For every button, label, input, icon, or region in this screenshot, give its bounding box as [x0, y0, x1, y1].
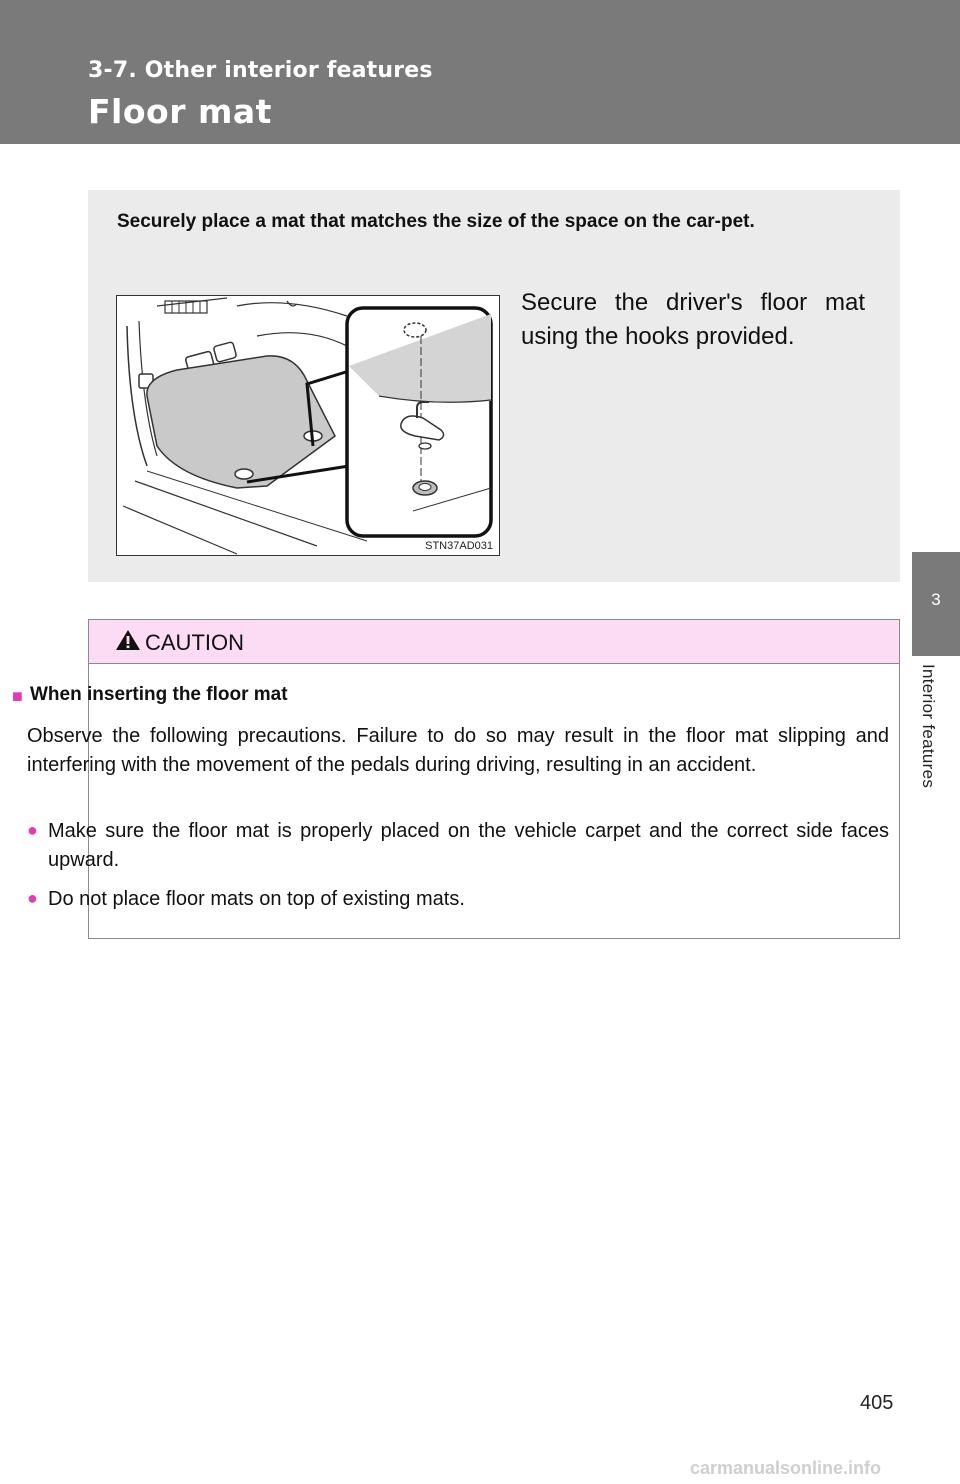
caution-body: Observe the following precautions. Failure to do so may result in the floor mat slipping and interfering with the movement of the pedals during driving, resulting in an accident.: [27, 725, 889, 776]
floor-mat-drawing: [117, 296, 501, 557]
figure-code: STN37AD031: [425, 540, 493, 552]
chapter-label: [912, 656, 960, 856]
chapter-tab[interactable]: [912, 552, 960, 656]
watermark: carmanualsonline.info: [690, 1458, 882, 1478]
bullet-dot-icon: ●: [27, 888, 38, 908]
figure-caption: Secure the driver's floor mat using the hooks provided.: [521, 289, 865, 350]
caution-header: [89, 620, 899, 664]
page-number: 405: [860, 1392, 894, 1414]
caution-heading: When inserting the floor mat: [30, 684, 288, 705]
bullet-text: Make sure the floor mat is properly placed on the vehicle carpet and the correct side faces upward.: [48, 820, 889, 871]
bullet-dot-icon: ●: [27, 820, 38, 840]
section-label: 3-7. Other interior features: [88, 58, 433, 83]
square-bullet-icon: ■: [12, 686, 23, 706]
page-title: Floor mat: [88, 92, 272, 131]
intro-text: Securely place a mat that matches the size of the space on the car-pet.: [117, 211, 755, 232]
chapter-number: 3: [931, 590, 941, 609]
page-header: [0, 0, 960, 144]
chapter-label-text: Interior features: [919, 664, 938, 789]
warning-icon: [115, 628, 141, 652]
caution-title: CAUTION: [145, 630, 244, 655]
floor-mat-illustration: [116, 295, 500, 556]
bullet-text: Do not place floor mats on top of existing mats.: [48, 888, 465, 910]
